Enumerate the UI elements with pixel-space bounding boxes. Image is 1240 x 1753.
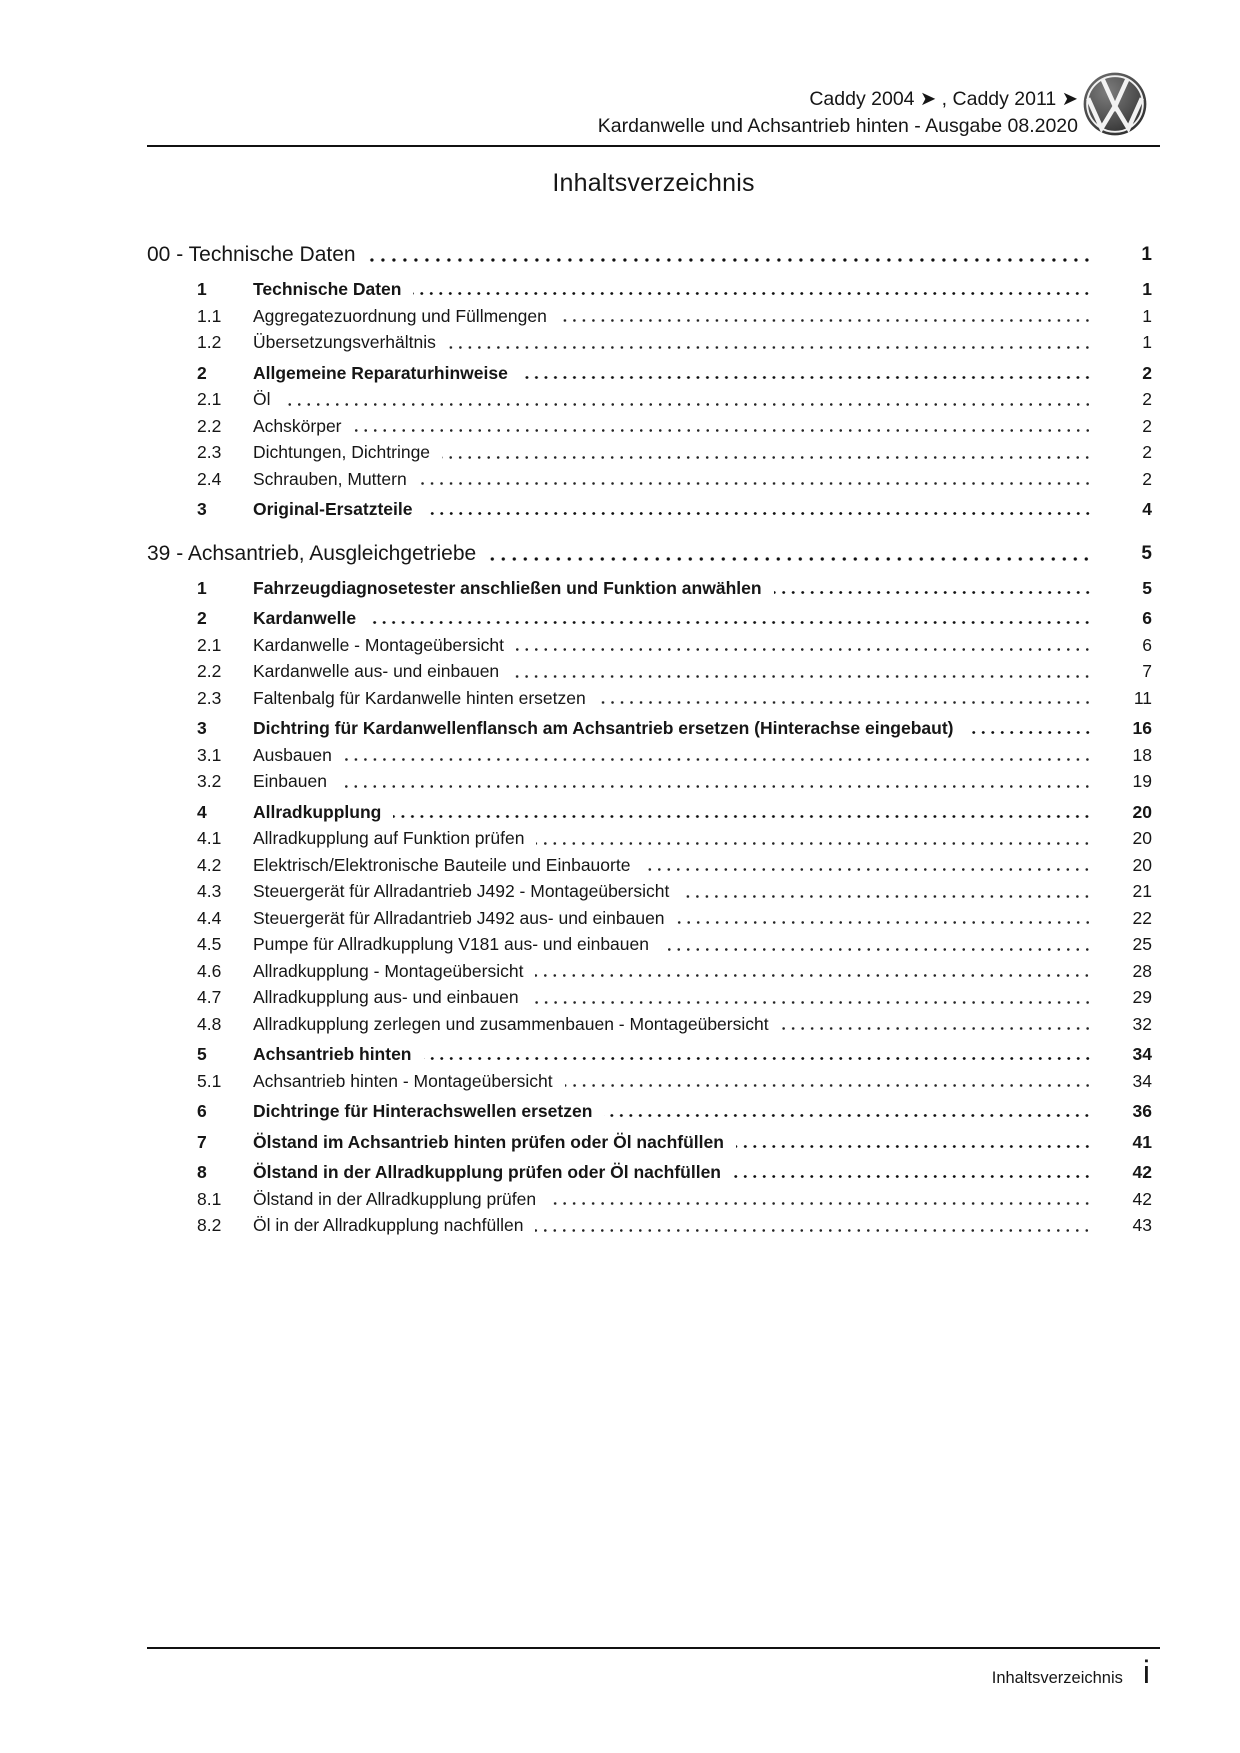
toc-item-page: 18 xyxy=(1132,744,1152,765)
toc-item-title: Kardanwelle aus- und einbauen xyxy=(253,661,500,681)
toc-item-title: Technische Daten xyxy=(253,279,402,299)
toc-item-page: 22 xyxy=(1132,907,1152,928)
toc-item-number: 5 xyxy=(197,1044,207,1064)
toc-item-row[interactable] xyxy=(147,360,1152,387)
toc-item-page: 42 xyxy=(1132,1188,1152,1209)
toc-item-row[interactable] xyxy=(147,386,1152,413)
toc-item-row[interactable] xyxy=(147,466,1152,493)
toc-item-title: Übersetzungsverhältnis xyxy=(253,332,436,352)
toc-item-number: 1.2 xyxy=(197,332,222,352)
toc-item-row[interactable] xyxy=(147,496,1152,523)
toc-item-number: 3 xyxy=(197,499,207,519)
toc-item-page: 29 xyxy=(1132,987,1152,1007)
toc-item-number: 2 xyxy=(197,608,207,628)
toc-item-number: 2.3 xyxy=(197,442,222,462)
toc-section-page: 5 xyxy=(1141,542,1152,564)
toc-item-row[interactable] xyxy=(147,413,1152,440)
dot-leader xyxy=(559,303,1094,330)
toc-item-title: Allradkupplung auf Funktion prüfen xyxy=(253,828,525,848)
toc-item-row[interactable] xyxy=(147,276,1152,303)
toc-item-title: Ölstand in der Allradkupplung prüfen oder Öl nachfüllen xyxy=(253,1162,721,1182)
toc-item-number: 2.4 xyxy=(197,468,222,489)
toc-item-page: 1 xyxy=(1142,332,1152,352)
toc-item-page: 41 xyxy=(1132,1131,1152,1152)
toc-item-title: Aggregatezuordnung und Füllmengen xyxy=(253,305,547,326)
dot-leader xyxy=(520,360,1094,387)
toc-item-page: 5 xyxy=(1142,577,1152,598)
dot-leader xyxy=(774,575,1094,602)
toc-item-page: 43 xyxy=(1132,1215,1152,1235)
toc-item-number: 4.1 xyxy=(197,828,222,848)
toc-item-title: Allradkupplung xyxy=(253,801,382,822)
toc-item-title: Dichtringe für Hinterachswellen ersetzen xyxy=(253,1101,593,1121)
toc-section-label: 00 - Technische Daten xyxy=(147,243,356,266)
dot-leader xyxy=(368,240,1094,270)
dot-leader xyxy=(548,1186,1094,1213)
toc-item-page: 25 xyxy=(1132,934,1152,954)
toc xyxy=(147,240,1152,1239)
toc-item-number: 2.2 xyxy=(197,415,222,436)
toc-item-number: 3.2 xyxy=(197,771,222,791)
toc-item-page: 2 xyxy=(1142,362,1152,383)
toc-item-title: Elektrisch/Elektronische Bauteile und Einbauorte xyxy=(253,854,631,875)
toc-section-row[interactable] xyxy=(147,240,1152,270)
dot-leader xyxy=(488,539,1094,569)
toc-section-page: 1 xyxy=(1141,244,1152,265)
toc-item-number: 2 xyxy=(197,362,207,383)
toc-item-page: 4 xyxy=(1142,499,1152,519)
dot-leader xyxy=(393,799,1094,826)
toc-item-row[interactable] xyxy=(147,1186,1152,1213)
toc-item-number: 1.1 xyxy=(197,305,222,326)
toc-item-row[interactable] xyxy=(147,1159,1152,1186)
dot-leader xyxy=(354,413,1094,440)
toc-item-title: Achsantrieb hinten - Montageübersicht xyxy=(253,1070,553,1091)
dot-leader xyxy=(283,386,1095,413)
footer-label: Inhaltsverzeichnis xyxy=(991,1669,1123,1687)
toc-item-page: 7 xyxy=(1142,661,1152,681)
header-model-line: Caddy 2004 ➤ , Caddy 2011 ➤ xyxy=(809,88,1078,110)
toc-item-row[interactable] xyxy=(147,852,1152,879)
toc-item-title: Allradkupplung zerlegen und zusammenbauen - Montageübersicht xyxy=(253,1013,769,1034)
dot-leader xyxy=(419,466,1094,493)
toc-item-title: Fahrzeugdiagnosetester anschließen und Funktion anwählen xyxy=(253,577,762,598)
toc-item-row[interactable] xyxy=(147,1098,1152,1125)
toc-item-title: Kardanwelle - Montageübersicht xyxy=(253,634,504,655)
toc-item-page: 1 xyxy=(1142,305,1152,326)
toc-item-row[interactable] xyxy=(147,1129,1152,1156)
dot-leader xyxy=(781,1011,1094,1038)
toc-item-title: Achskörper xyxy=(253,415,342,436)
footer-rule xyxy=(147,1647,1160,1649)
toc-item-page: 2 xyxy=(1142,442,1152,462)
toc-item-number: 2.2 xyxy=(197,661,222,681)
dot-leader xyxy=(535,958,1094,985)
header-rule xyxy=(147,145,1160,147)
toc-item-page: 2 xyxy=(1142,389,1152,409)
toc-item-number: 4.4 xyxy=(197,907,222,928)
page-header xyxy=(598,86,1078,140)
toc-item-row[interactable] xyxy=(147,1068,1152,1095)
dot-leader xyxy=(425,496,1095,523)
header-doc-line: Kardanwelle und Achsantrieb hinten - Ausgabe 08.2020 xyxy=(597,115,1078,137)
toc-item-title: Ausbauen xyxy=(253,744,332,765)
dot-leader xyxy=(536,825,1094,852)
dot-leader xyxy=(442,439,1094,466)
toc-item-row[interactable] xyxy=(147,799,1152,826)
toc-item-number: 1 xyxy=(197,279,207,299)
toc-item-title: Steuergerät für Allradantrieb J492 - Montageübersicht xyxy=(253,881,670,901)
toc-item-page: 36 xyxy=(1132,1101,1152,1121)
toc-item-row[interactable] xyxy=(147,632,1152,659)
toc-item-number: 4 xyxy=(197,801,207,822)
toc-item-number: 3 xyxy=(197,718,207,738)
toc-item-row[interactable] xyxy=(147,878,1152,905)
toc-item-row[interactable] xyxy=(147,575,1152,602)
vw-logo-icon xyxy=(1083,72,1147,136)
dot-leader xyxy=(733,1159,1094,1186)
toc-item-number: 4.2 xyxy=(197,854,222,875)
toc-item-page: 2 xyxy=(1142,468,1152,489)
toc-item-title: Dichtungen, Dichtringe xyxy=(253,442,431,462)
toc-item-number: 8.2 xyxy=(197,1215,222,1235)
toc-item-title: Einbauen xyxy=(253,771,327,791)
dot-leader xyxy=(642,852,1094,879)
toc-item-number: 5.1 xyxy=(197,1070,222,1091)
dot-leader xyxy=(604,1098,1094,1125)
page-footer xyxy=(992,1656,1150,1688)
dot-leader xyxy=(966,715,1095,742)
toc-item-row[interactable] xyxy=(147,958,1152,985)
dot-leader xyxy=(511,658,1094,685)
toc-item-page: 2 xyxy=(1142,415,1152,436)
toc-item-number: 8 xyxy=(197,1162,207,1182)
toc-item-title: Dichtring für Kardanwellenflansch am Achsantrieb ersetzen (Hinterachse eingebaut) xyxy=(253,718,954,738)
dot-leader xyxy=(535,1212,1094,1239)
toc-item-row[interactable] xyxy=(147,931,1152,958)
toc-item-title: Original-Ersatzteile xyxy=(253,499,413,519)
toc-item-row[interactable] xyxy=(147,658,1152,685)
toc-item-number: 2.1 xyxy=(197,634,222,655)
toc-item-title: Schrauben, Muttern xyxy=(253,468,407,489)
toc-item-title: Allradkupplung aus- und einbauen xyxy=(253,987,519,1007)
toc-item-row[interactable] xyxy=(147,715,1152,742)
toc-item-number: 4.3 xyxy=(197,881,222,901)
page-title: Inhaltsverzeichnis xyxy=(552,169,755,197)
toc-item-row[interactable] xyxy=(147,303,1152,330)
toc-item-page: 6 xyxy=(1142,634,1152,655)
dot-leader xyxy=(736,1129,1094,1156)
toc-item-number: 2.3 xyxy=(197,687,222,708)
toc-item-title: Kardanwelle xyxy=(253,608,357,628)
toc-item-title: Pumpe für Allradkupplung V181 aus- und einbauen xyxy=(253,934,649,954)
toc-item-title: Öl xyxy=(253,389,271,409)
toc-item-number: 4.6 xyxy=(197,960,222,981)
toc-item-page: 32 xyxy=(1132,1013,1152,1034)
toc-item-title: Steuergerät für Allradantrieb J492 aus- und einbauen xyxy=(253,907,665,928)
dot-leader xyxy=(448,329,1094,356)
toc-item-page: 20 xyxy=(1132,828,1152,848)
dot-leader xyxy=(516,632,1094,659)
toc-item-number: 8.1 xyxy=(197,1188,222,1209)
toc-item-page: 28 xyxy=(1132,960,1152,981)
toc-item-row[interactable] xyxy=(147,1041,1152,1068)
toc-section-row[interactable] xyxy=(147,539,1152,569)
toc-item-row[interactable] xyxy=(147,439,1152,466)
toc-item-number: 6 xyxy=(197,1101,207,1121)
toc-item-number: 7 xyxy=(197,1131,207,1152)
toc-item-page: 19 xyxy=(1132,771,1152,791)
toc-item-page: 11 xyxy=(1133,687,1152,708)
dot-leader xyxy=(661,931,1094,958)
toc-item-number: 1 xyxy=(197,577,207,598)
dot-leader xyxy=(565,1068,1094,1095)
toc-item-page: 16 xyxy=(1132,718,1152,738)
toc-item-row[interactable] xyxy=(147,685,1152,712)
toc-item-row[interactable] xyxy=(147,605,1152,632)
toc-item-page: 34 xyxy=(1132,1044,1152,1064)
dot-leader xyxy=(368,605,1094,632)
toc-item-page: 6 xyxy=(1142,608,1152,628)
dot-leader xyxy=(531,984,1094,1011)
toc-item-row[interactable] xyxy=(147,1212,1152,1239)
toc-item-title: Ölstand im Achsantrieb hinten prüfen oder Öl nachfüllen xyxy=(253,1131,724,1152)
dot-leader xyxy=(598,685,1094,712)
dot-leader xyxy=(344,742,1094,769)
toc-item-page: 20 xyxy=(1132,801,1152,822)
toc-item-row[interactable] xyxy=(147,1011,1152,1038)
toc-item-title: Allradkupplung - Montageübersicht xyxy=(253,960,524,981)
toc-item-number: 4.5 xyxy=(197,934,222,954)
toc-section-label: 39 - Achsantrieb, Ausgleichgetriebe xyxy=(147,541,477,565)
toc-item-number: 4.8 xyxy=(197,1013,222,1034)
footer-page-number: i xyxy=(1142,1654,1150,1690)
toc-item-page: 42 xyxy=(1132,1162,1152,1182)
toc-item-title: Öl in der Allradkupplung nachfüllen xyxy=(253,1215,524,1235)
toc-item-row[interactable] xyxy=(147,825,1152,852)
toc-item-row[interactable] xyxy=(147,905,1152,932)
toc-item-number: 4.7 xyxy=(197,987,222,1007)
toc-item-page: 1 xyxy=(1142,279,1152,299)
toc-item-page: 21 xyxy=(1132,881,1152,901)
toc-item-title: Allgemeine Reparaturhinweise xyxy=(253,362,508,383)
dot-leader xyxy=(681,878,1094,905)
toc-item-row[interactable] xyxy=(147,742,1152,769)
dot-leader xyxy=(424,1041,1095,1068)
dot-leader xyxy=(413,276,1094,303)
toc-item-title: Ölstand in der Allradkupplung prüfen xyxy=(253,1188,537,1209)
toc-item-number: 3.1 xyxy=(197,744,222,765)
toc-item-page: 34 xyxy=(1132,1070,1152,1091)
dot-leader xyxy=(677,905,1094,932)
toc-item-title: Achsantrieb hinten xyxy=(253,1044,412,1064)
toc-item-title: Faltenbalg für Kardanwelle hinten ersetzen xyxy=(253,687,586,708)
dot-leader xyxy=(339,768,1094,795)
toc-item-number: 2.1 xyxy=(197,389,222,409)
toc-item-row[interactable] xyxy=(147,329,1152,356)
toc-item-row[interactable] xyxy=(147,984,1152,1011)
toc-item-row[interactable] xyxy=(147,768,1152,795)
toc-item-page: 20 xyxy=(1132,854,1152,875)
